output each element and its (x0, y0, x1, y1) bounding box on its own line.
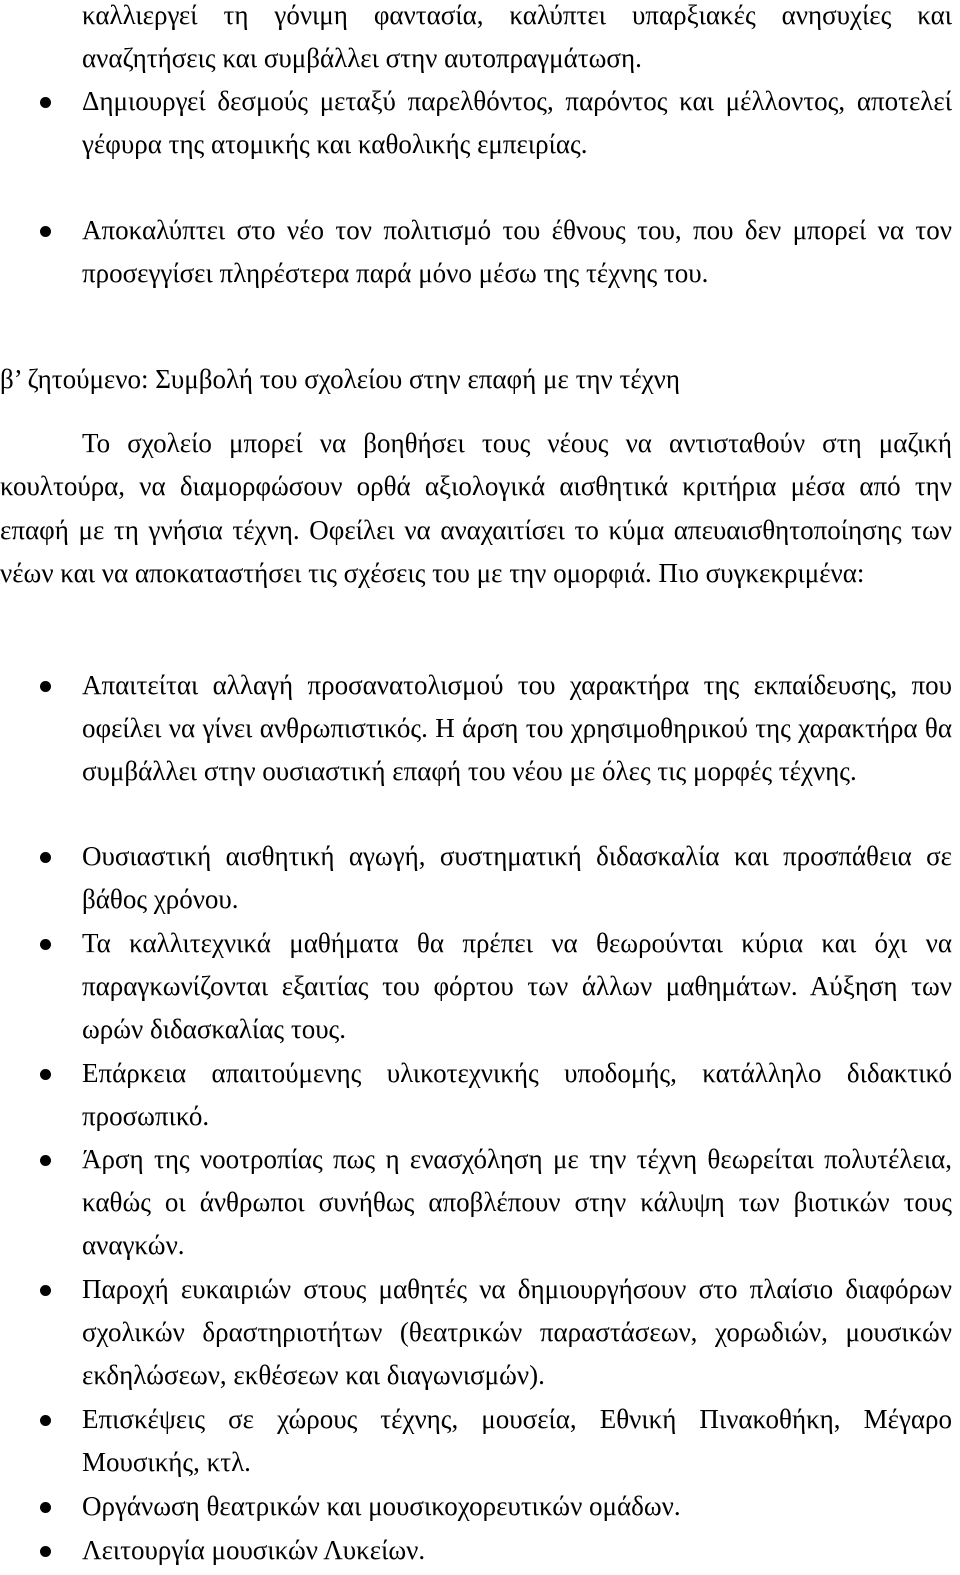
section-heading: β’ ζητούμενο: Συμβολή του σχολείου στην επαφή με την τέχνη (0, 364, 680, 394)
bullet-icon (40, 1155, 51, 1166)
bullet-icon (40, 852, 51, 863)
bullet-text: Οργάνωση θεατρικών και μουσικοχορευτικών ομάδων. (82, 1491, 681, 1521)
bullet-text: Άρση της νοοτροπίας πως η ενασχόληση με την τέχνη θεωρείται πολυτέλεια, καθώς οι άνθρωποι συνήθως αποβλέπουν στην κάλυψη των βιοτικών τους αναγκών. (82, 1144, 952, 1261)
bullet-icon (40, 1546, 51, 1557)
bullet-text: Λειτουργία μουσικών Λυκείων. (82, 1535, 426, 1565)
bullet-text: καλλιεργεί τη γόνιμη φαντασία, καλύπτει υπαρξιακές ανησυχίες και αναζητήσεις και συμβάλλει στην αυτοπραγμάτωση. (82, 0, 952, 74)
bullet-text: Επισκέψεις σε χώρους τέχνης, μουσεία, Εθνική Πινακοθήκη, Μέγαρο Μουσικής, κτλ. (82, 1404, 952, 1478)
bullet-text: Απαιτείται αλλαγή προσανατολισμού του χαρακτήρα της εκπαίδευσης, που οφείλει να γίνει ανθρωπιστικός. Η άρση του χρησιμοθηρικού της χαρακτήρα θα συμβάλλει στην ουσιαστική επαφή του νέου με όλες τις μορφές τέχνης. (82, 670, 952, 787)
bullet-icon (40, 939, 51, 950)
bullet-text: Τα καλλιτεχνικά μαθήματα θα πρέπει να θεωρούνται κύρια και όχι να παραγκωνίζονται εξαιτίας του φόρτου των άλλων μαθημάτων. Αύξηση των ωρών διδασκαλίας τους. (82, 928, 952, 1045)
bullet-text: Ουσιαστική αισθητική αγωγή, συστηματική διδασκαλία και προσπάθεια σε βάθος χρόνου. (82, 841, 952, 915)
bullet-icon (40, 1285, 51, 1296)
bullet-icon (40, 226, 51, 237)
section-paragraph: Το σχολείο μπορεί να βοηθήσει τους νέους να αντισταθούν στη μαζική κουλτούρα, να διαμορφώσουν ορθά αξιολογικά αισθητικά κριτήρια μέσα από την επαφή με τη γνήσια τέχνη. Οφείλει να αναχαιτίσει το κύμα απευαισθητοποίησης των νέων και να αποκαταστήσει τις σχέσεις του με την ομορφιά. Πιο συγκεκριμένα: (0, 428, 952, 588)
bullet-text: Αποκαλύπτει στο νέο τον πολιτισμό του έθνους του, που δεν μπορεί να τον προσεγγίσει πληρέστερα παρά μόνο μέσω της τέχνης του. (82, 215, 952, 289)
bullet-icon (40, 1415, 51, 1426)
bullet-icon (40, 1502, 51, 1513)
bullet-text: Επάρκεια απαιτούμενης υλικοτεχνικής υποδομής, κατάλληλο διδακτικό προσωπικό. (82, 1058, 952, 1132)
bullet-icon (40, 1069, 51, 1080)
bullet-text: Δημιουργεί δεσμούς μεταξύ παρελθόντος, παρόντος και μέλλοντος, αποτελεί γέφυρα της ατομικής και καθολικής εμπειρίας. (82, 86, 952, 160)
bullet-icon (40, 97, 51, 108)
bullet-icon (40, 681, 51, 692)
bullet-text: Παροχή ευκαιριών στους μαθητές να δημιουργήσουν στο πλαίσιο διαφόρων σχολικών δραστηριοτήτων (θεατρικών παραστάσεων, χορωδιών, μουσικών εκδηλώσεων, εκθέσεων και διαγωνισμών). (82, 1274, 952, 1391)
